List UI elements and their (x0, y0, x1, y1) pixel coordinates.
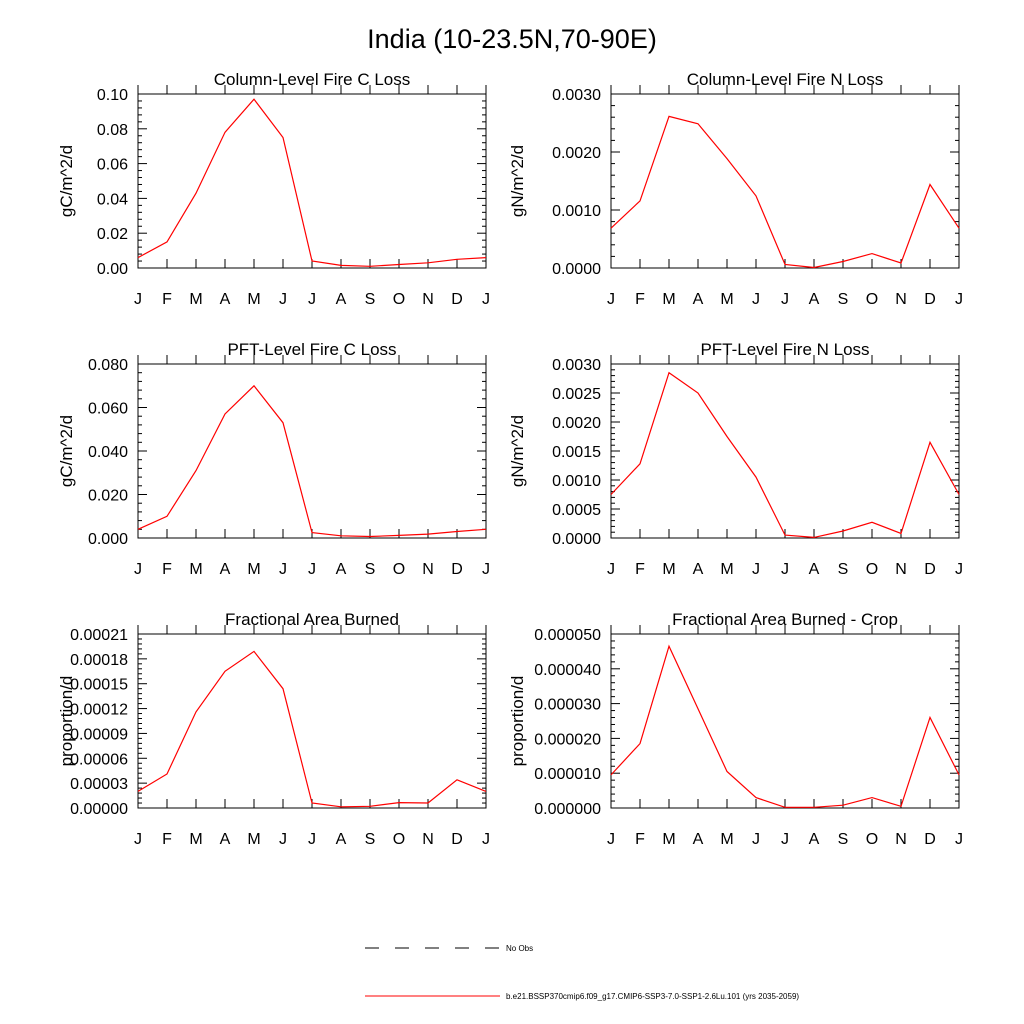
x-tick-label: J (482, 291, 490, 308)
x-tick-label: J (955, 561, 963, 578)
x-tick-label: O (865, 291, 879, 308)
legend-obs-label: No Obs (506, 944, 534, 953)
x-tick-label: J (955, 291, 963, 308)
x-tick-label: A (219, 561, 231, 578)
x-tick-label: F (635, 561, 645, 578)
x-tick-label: A (808, 561, 820, 578)
plot-frame (138, 94, 486, 268)
x-tick-label: D (924, 561, 936, 578)
x-tick-label: J (752, 291, 760, 308)
x-tick-label: J (752, 561, 760, 578)
x-tick-label: F (635, 831, 645, 848)
series-line (138, 386, 486, 537)
series-line (138, 651, 486, 806)
x-tick-label: J (279, 561, 287, 578)
y-tick-label: 0.00000 (70, 801, 128, 818)
x-tick-label: M (247, 831, 261, 848)
x-tick-label: J (607, 831, 615, 848)
y-tick-label: 0.00003 (70, 776, 128, 794)
x-tick-label: M (247, 561, 261, 578)
y-tick-label: 0.000030 (534, 696, 601, 714)
x-tick-label: A (335, 561, 347, 578)
y-tick-label: 0.0000 (552, 261, 601, 278)
x-tick-label: S (364, 561, 376, 578)
chart-panel-5 (57, 610, 490, 848)
figure-title: India (10-23.5N,70-90E) (367, 24, 657, 54)
y-tick-label: 0.06 (96, 156, 128, 174)
x-tick-label: J (781, 831, 789, 848)
y-tick-label: 0.0020 (552, 415, 601, 432)
panel-title: Fractional Area Burned - Crop (672, 610, 898, 629)
x-tick-label: A (219, 291, 231, 308)
y-tick-label: 0.00015 (70, 676, 128, 694)
x-tick-label: S (837, 291, 849, 308)
y-axis-label: gN/m^2/d (508, 414, 527, 488)
y-axis-label: gC/m^2/d (57, 414, 76, 488)
plot-frame (611, 94, 959, 268)
y-tick-label: 0.00 (96, 261, 128, 278)
x-tick-label: N (895, 291, 907, 308)
x-tick-label: J (482, 831, 490, 848)
x-tick-label: A (335, 831, 347, 848)
x-tick-label: N (422, 291, 434, 308)
y-tick-label: 0.00021 (70, 627, 128, 644)
y-tick-label: 0.000050 (534, 627, 601, 644)
x-tick-label: A (692, 561, 704, 578)
panel-title: Column-Level Fire C Loss (213, 70, 411, 89)
chart-panels (57, 70, 963, 848)
x-tick-label: M (720, 561, 734, 578)
legend-model-label: b.e21.BSSP370cmip6.f09_g17.CMIP6-SSP3-7.0-SSP1-2.6Lu.101 (yrs 2035-2059) (506, 992, 800, 1001)
chart-panel-2 (508, 70, 963, 308)
y-tick-label: 0.0010 (552, 473, 601, 490)
x-tick-label: J (781, 291, 789, 308)
plot-frame (611, 634, 959, 808)
x-tick-label: D (451, 561, 463, 578)
y-tick-label: 0.040 (87, 444, 128, 461)
x-tick-label: M (247, 291, 261, 308)
panel-title: Fractional Area Burned (225, 610, 399, 629)
x-tick-label: J (134, 561, 142, 578)
x-tick-label: A (219, 831, 231, 848)
x-tick-label: M (662, 291, 676, 308)
y-tick-label: 0.0025 (552, 386, 601, 403)
x-tick-label: J (279, 831, 287, 848)
x-tick-label: M (720, 291, 734, 308)
panel-title: PFT-Level Fire N Loss (700, 340, 870, 359)
y-tick-label: 0.08 (96, 121, 128, 139)
y-tick-label: 0.02 (96, 226, 128, 244)
y-tick-label: 0.0005 (552, 502, 601, 519)
y-tick-label: 0.000020 (534, 731, 601, 749)
x-tick-label: J (134, 291, 142, 308)
legend (365, 944, 799, 1001)
y-tick-label: 0.10 (96, 87, 128, 104)
y-axis-label: proportion/d (57, 675, 76, 767)
x-tick-label: D (451, 831, 463, 848)
chart-panel-3 (57, 340, 490, 578)
x-tick-label: N (895, 561, 907, 578)
y-tick-label: 0.0020 (552, 145, 601, 162)
x-tick-label: J (134, 831, 142, 848)
y-axis-label: gN/m^2/d (508, 144, 527, 218)
x-tick-label: J (607, 561, 615, 578)
y-tick-label: 0.060 (87, 400, 128, 418)
y-tick-label: 0.0015 (552, 444, 601, 461)
panel-title: PFT-Level Fire C Loss (227, 340, 397, 359)
x-tick-label: A (808, 831, 820, 848)
x-tick-label: A (808, 291, 820, 308)
chart-panel-1 (57, 70, 490, 308)
x-tick-label: A (335, 291, 347, 308)
y-tick-label: 0.00006 (70, 751, 128, 769)
series-line (611, 373, 959, 538)
y-tick-label: 0.00012 (70, 701, 128, 719)
y-tick-label: 0.0000 (552, 531, 601, 548)
panel-title: Column-Level Fire N Loss (686, 70, 884, 89)
y-axis-label: proportion/d (508, 675, 527, 767)
y-tick-label: 0.0030 (552, 357, 601, 374)
chart-panel-6 (508, 610, 963, 848)
x-tick-label: M (189, 831, 203, 848)
x-tick-label: J (279, 291, 287, 308)
y-tick-label: 0.0030 (552, 87, 601, 104)
x-tick-label: J (308, 831, 316, 848)
x-tick-label: J (308, 561, 316, 578)
x-tick-label: M (720, 831, 734, 848)
x-tick-label: F (162, 561, 172, 578)
series-line (611, 116, 959, 267)
y-tick-label: 0.020 (87, 487, 128, 505)
y-tick-label: 0.080 (87, 357, 128, 374)
x-tick-label: J (482, 561, 490, 578)
x-tick-label: O (392, 831, 406, 848)
x-tick-label: O (392, 291, 406, 308)
x-tick-label: D (451, 291, 463, 308)
series-line (611, 646, 959, 807)
x-tick-label: S (364, 831, 376, 848)
plot-frame (138, 634, 486, 808)
y-tick-label: 0.000010 (534, 766, 601, 784)
x-tick-label: F (162, 291, 172, 308)
x-tick-label: J (752, 831, 760, 848)
x-tick-label: A (692, 831, 704, 848)
x-tick-label: J (955, 831, 963, 848)
y-tick-label: 0.000 (87, 531, 128, 548)
x-tick-label: N (422, 831, 434, 848)
x-tick-label: S (837, 831, 849, 848)
x-tick-label: F (635, 291, 645, 308)
y-tick-label: 0.000040 (534, 661, 601, 679)
series-line (138, 99, 486, 266)
y-tick-label: 0.000000 (534, 801, 601, 818)
y-tick-label: 0.04 (96, 191, 128, 209)
x-tick-label: A (692, 291, 704, 308)
y-tick-label: 0.00009 (70, 726, 128, 744)
x-tick-label: N (422, 561, 434, 578)
x-tick-label: O (865, 561, 879, 578)
y-tick-label: 0.00018 (70, 651, 128, 669)
x-tick-label: S (364, 291, 376, 308)
x-tick-label: J (607, 291, 615, 308)
x-tick-label: J (308, 291, 316, 308)
x-tick-label: J (781, 561, 789, 578)
x-tick-label: D (924, 831, 936, 848)
x-tick-label: S (837, 561, 849, 578)
x-tick-label: D (924, 291, 936, 308)
x-tick-label: O (392, 561, 406, 578)
x-tick-label: M (189, 561, 203, 578)
x-tick-label: N (895, 831, 907, 848)
x-tick-label: F (162, 831, 172, 848)
plot-frame (138, 364, 486, 538)
y-tick-label: 0.0010 (552, 203, 601, 220)
x-tick-label: O (865, 831, 879, 848)
x-tick-label: M (189, 291, 203, 308)
x-tick-label: M (662, 831, 676, 848)
x-tick-label: M (662, 561, 676, 578)
chart-panel-4 (508, 340, 963, 578)
y-axis-label: gC/m^2/d (57, 144, 76, 218)
